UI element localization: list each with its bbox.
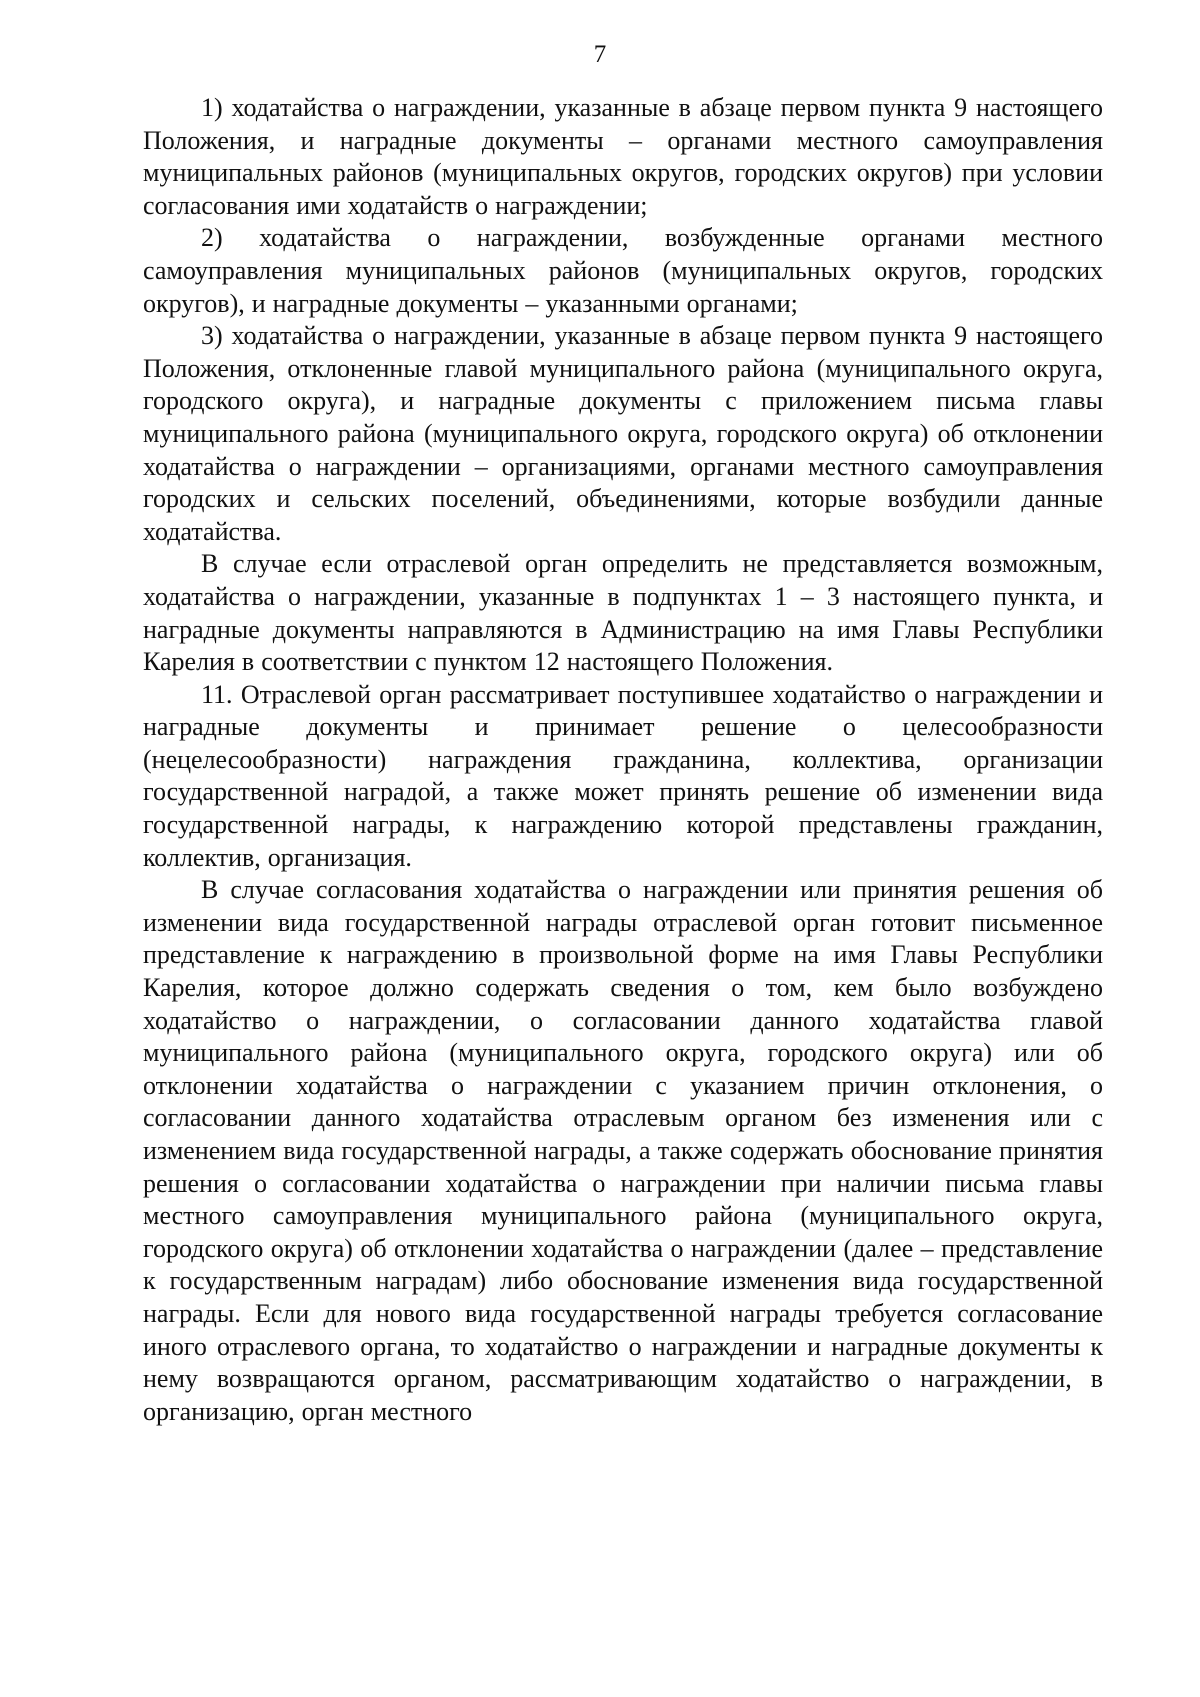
document-body (143, 92, 1103, 1428)
paragraph-approval-case: В случае согласования ходатайства о награждении или принятия решения об изменении вида государственной награды отраслевой орган готовит письменное представление к награждению в произвольной форме на имя Главы Республики Карелия, которое должно содержать сведения о том, кем было возбуждено ходатайство о награждении, о согласовании данного ходатайства главой муниципального района (муниципального округа, городского округа) или об отклонении ходатайства о награждении с указанием причин отклонения, о согласовании данного ходатайства отраслевым органом без изменения или с изменением вида государственной награды, а также содержать обоснование принятия решения о согласовании ходатайства о награждении при наличии письма главы местного самоуправления муниципального района (муниципального округа, городского округа) об отклонении ходатайства о награждении (далее – представление к государственным наградам) либо обоснование изменения вида государственной награды. Если для нового вида государственной награды требуется согласование иного отраслевого органа, то ходатайство о награждении и наградные документы к нему возвращаются органом, рассматривающим ходатайство о награждении, в организацию, орган местного (143, 875, 1103, 1426)
paragraph-item-3: 3) ходатайства о награждении, указанные в абзаце первом пункта 9 настоящего Положения, отклоненные главой муниципального района (муниципального округа, городского округа), и наградные документы с приложением письма главы муниципального района (муниципального округа, городского округа) об отклонении ходатайства о награждении – организациями, органами местного самоуправления городских и сельских поселений, объединениями, которые возбудили данные ходатайства. (143, 321, 1103, 546)
paragraph-item-1: 1) ходатайства о награждении, указанные в абзаце первом пункта 9 настоящего Положения, и наградные документы – органами местного самоуправления муниципальных районов (муниципальных округов, городских округов) при условии согласования ими ходатайств о награждении; (143, 93, 1103, 220)
paragraph-clause-11: 11. Отраслевой орган рассматривает поступившее ходатайство о награждении и наградные документы и принимает решение о целесообразности (нецелесообразности) награждения гражданина, коллектива, организации государственной наградой, а также может принять решение об изменении вида государственной награды, к награждению которой представлены гражданин, коллектив, организация. (143, 679, 1103, 872)
paragraph-item-2: 2) ходатайства о награждении, возбужденные органами местного самоуправления муниципальных районов (муниципальных округов, городских округов), и наградные документы – указанными органами; (143, 223, 1103, 318)
page-number: 7 (593, 41, 607, 68)
paragraph-no-authority: В случае если отраслевой орган определить не представляется возможным, ходатайства о награждении, указанные в подпунктах 1 – 3 настоящего пункта, и наградные документы направляются в Администрацию на имя Главы Республики Карелия в соответствии с пунктом 12 настоящего Положения. (143, 549, 1103, 677)
